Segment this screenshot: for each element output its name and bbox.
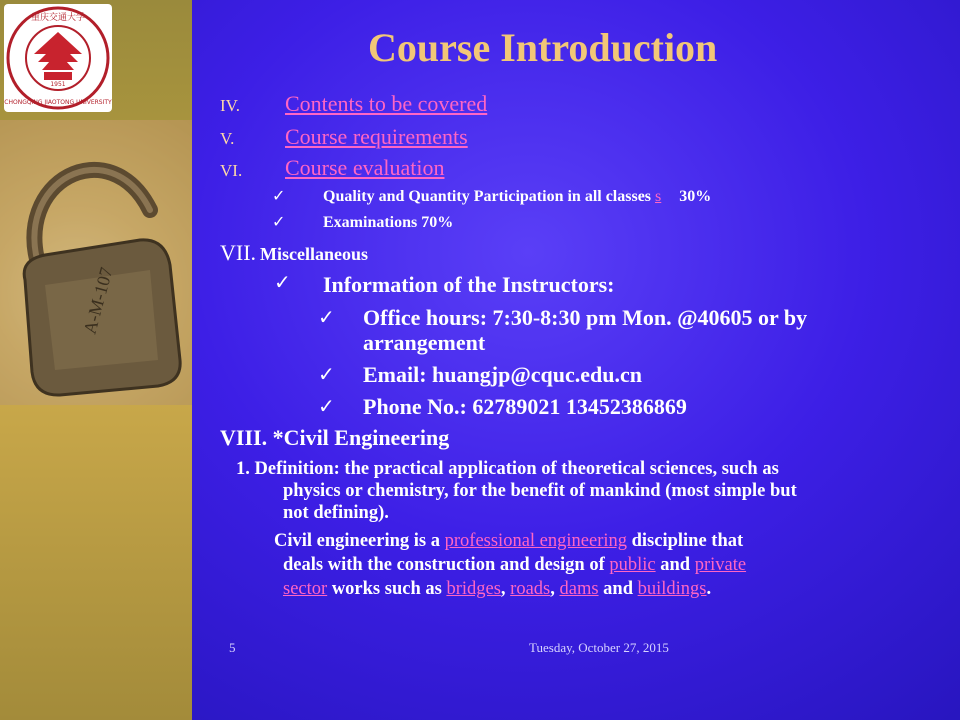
misc-number: VII. <box>220 240 257 265</box>
svg-text:重庆交通大学: 重庆交通大学 <box>30 13 86 23</box>
roads-link[interactable]: roads <box>510 579 551 599</box>
svg-text:A-M-107: A-M-107 <box>79 265 117 337</box>
participation-percent: 30% <box>679 188 712 205</box>
phone-line: Phone No.: 62789021 13452386869 <box>363 394 687 419</box>
participation-text: Quality and Quantity Participation in all classes <box>323 188 652 205</box>
svg-text:CHONGQING JIAOTONG UNIVERSITY: CHONGQING JIAOTONG UNIVERSITY <box>4 99 112 106</box>
item-v <box>220 129 234 149</box>
dams-link[interactable]: dams <box>559 579 599 599</box>
definition-line3: not defining). <box>283 503 389 523</box>
check-icon: ✓ <box>318 305 335 329</box>
paragraph-text: and <box>603 579 633 599</box>
paragraph-text: works such as <box>331 579 442 599</box>
instructor-info-heading: Information of the Instructors: <box>323 272 615 297</box>
sector-link[interactable]: sector <box>283 579 328 599</box>
link-requirements[interactable]: Course requirements <box>285 124 468 149</box>
buildings-link[interactable]: buildings <box>637 579 707 599</box>
public-link[interactable]: public <box>609 555 656 575</box>
misc-title: Miscellaneous <box>260 244 369 264</box>
paragraph-text: and <box>660 555 691 575</box>
item-iv <box>220 96 240 116</box>
check-icon: ✓ <box>274 270 291 294</box>
check-icon: ✓ <box>318 362 335 386</box>
definition-line1: 1. Definition: the practical application of theoretical sciences, such as <box>236 459 779 479</box>
private-link[interactable]: private <box>694 555 747 575</box>
civil-paragraph-line1 <box>274 531 743 552</box>
check-icon: ✓ <box>272 212 286 231</box>
paragraph-text: , <box>550 579 555 599</box>
check-icon: ✓ <box>272 186 286 205</box>
civil-heading: VIII. *Civil Engineering <box>220 425 450 450</box>
item-number: IV. <box>220 96 240 115</box>
bridges-link[interactable]: bridges <box>446 579 501 599</box>
paragraph-text: . <box>706 579 712 599</box>
item-vi <box>220 161 242 181</box>
check-icon: ✓ <box>318 394 335 418</box>
paragraph-text: discipline that <box>631 531 744 551</box>
page-number: 5 <box>229 640 236 655</box>
footer-date: Tuesday, October 27, 2015 <box>529 640 669 655</box>
item-number: VI. <box>220 161 243 180</box>
link-evaluation[interactable]: Course evaluation <box>285 155 445 180</box>
participation-line <box>323 188 711 206</box>
item-number: V. <box>220 129 235 148</box>
office-hours-line2: arrangement <box>363 330 486 355</box>
email-line: Email: huangjp@cquc.edu.cn <box>363 362 643 387</box>
civil-paragraph-line2 <box>283 555 746 576</box>
civil-paragraph-line3 <box>283 579 711 600</box>
professional-engineering-link[interactable]: professional engineering <box>444 531 627 551</box>
definition-line2: physics or chemistry, for the benefit of mankind (most simple but <box>283 481 797 501</box>
participation-link[interactable]: s <box>655 188 662 205</box>
office-hours-line1: Office hours: 7:30-8:30 pm Mon. @40605 or by <box>363 305 808 330</box>
slide-title: Course Introduction <box>368 25 718 70</box>
padlock-photo <box>0 120 192 405</box>
link-contents[interactable]: Contents to be covered <box>285 91 488 116</box>
paragraph-text: , <box>500 579 506 599</box>
misc-heading <box>220 240 368 266</box>
exams-line: Examinations 70% <box>323 214 454 231</box>
paragraph-text: Civil engineering is a <box>274 531 440 551</box>
svg-text:1951: 1951 <box>50 81 66 88</box>
university-logo <box>4 4 112 112</box>
paragraph-text: deals with the construction and design of <box>283 555 605 575</box>
